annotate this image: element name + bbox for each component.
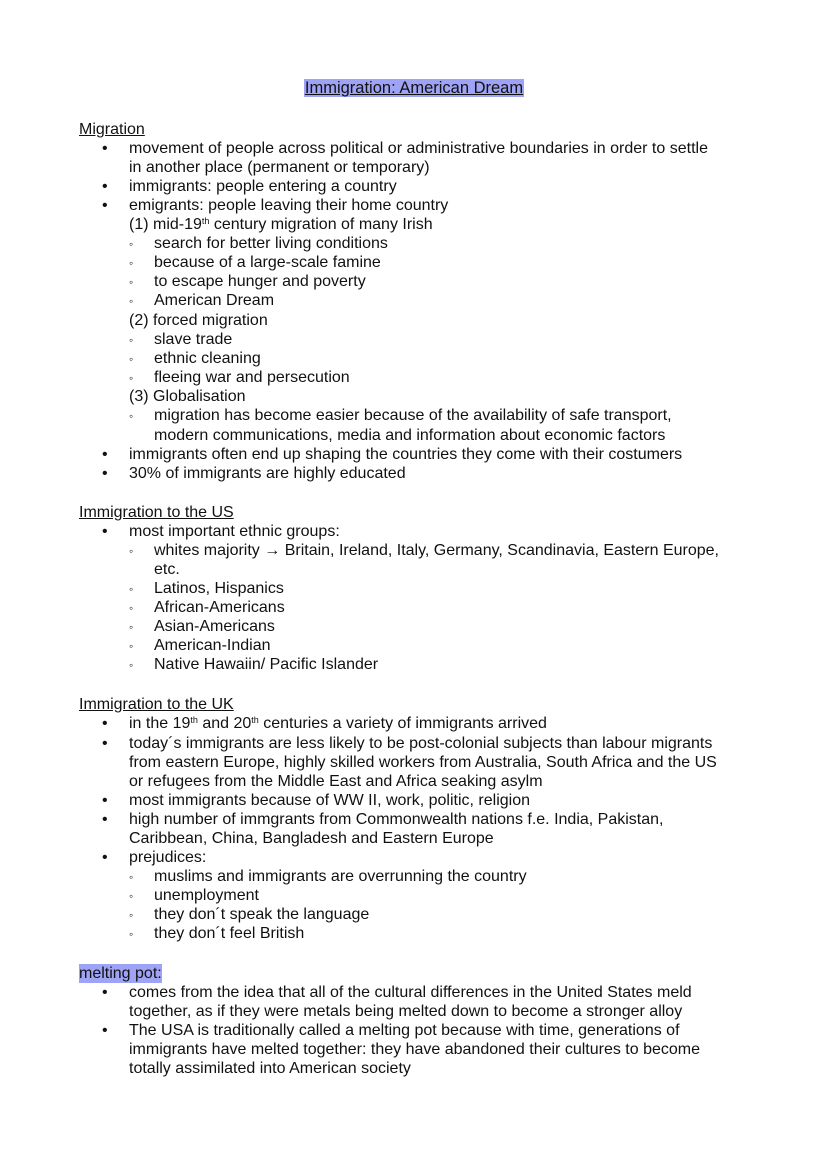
circle-bullet-icon: ◦ — [129, 620, 134, 634]
section-heading-migration: Migration — [79, 121, 145, 138]
sub-list-item-continuation: modern communications, media and information about economic factors — [154, 427, 666, 444]
sub-list-item: muslims and immigrants are overrunning the country — [154, 868, 527, 885]
sub-list-item: American Dream — [154, 292, 275, 309]
superscript: th — [190, 715, 198, 725]
sub-list-item: Latinos, Hispanics — [154, 580, 284, 597]
bullet-icon: • — [102, 849, 108, 866]
bullet-icon: • — [102, 735, 108, 752]
list-item: most immigrants because of WW II, work, politic, religion — [129, 792, 531, 809]
bullet-icon: • — [102, 984, 108, 1001]
list-item: prejudices: — [129, 849, 207, 866]
sub-list-item: ethnic cleaning — [154, 350, 261, 367]
circle-bullet-icon: ◦ — [129, 371, 134, 385]
circle-bullet-icon: ◦ — [129, 256, 134, 270]
sub-list-item: unemployment — [154, 887, 259, 904]
bullet-icon: • — [102, 811, 108, 828]
bullet-icon: • — [102, 1022, 108, 1039]
list-item: high number of immgrants from Commonwealth nations f.e. India, Pakistan, — [129, 811, 664, 828]
bullet-icon: • — [102, 140, 108, 157]
circle-bullet-icon: ◦ — [129, 658, 134, 672]
list-item: today´s immigrants are less likely to be post-colonial subjects than labour migrants — [129, 735, 713, 752]
circle-bullet-icon: ◦ — [129, 908, 134, 922]
sub-list-item: Native Hawaiin/ Pacific Islander — [154, 656, 379, 673]
superscript: th — [201, 216, 210, 226]
list-item-continuation: together, as if they were metals being melted down to become a stronger alloy — [129, 1003, 683, 1020]
numbered-item-text: (1) mid-19 — [129, 216, 202, 233]
sub-list-item: because of a large-scale famine — [154, 254, 381, 271]
list-item: emigrants: people leaving their home country — [129, 197, 449, 214]
sub-list-item: they don´t speak the language — [154, 906, 370, 923]
sub-list-item: slave trade — [154, 331, 233, 348]
list-item-continuation: or refugees from the Middle East and Africa seaking asylm — [129, 773, 543, 790]
numbered-item-text: century migration of many Irish — [209, 216, 433, 233]
circle-bullet-icon: ◦ — [129, 275, 134, 289]
numbered-item — [129, 215, 433, 234]
sub-list-item: fleeing war and persecution — [154, 369, 350, 386]
bullet-icon: • — [102, 523, 108, 540]
list-item — [129, 714, 547, 733]
sub-list-item: migration has become easier because of the availability of safe transport, — [154, 407, 672, 424]
circle-bullet-icon: ◦ — [129, 889, 134, 903]
circle-bullet-icon: ◦ — [129, 870, 134, 884]
list-item: immigrants often end up shaping the countries they come with their costumers — [129, 446, 683, 463]
superscript: th — [251, 715, 259, 725]
list-item: 30% of immigrants are highly educated — [129, 465, 406, 482]
circle-bullet-icon: ◦ — [129, 237, 134, 251]
sub-list-item: they don´t feel British — [154, 925, 305, 942]
sub-list-item: American-Indian — [154, 637, 271, 654]
circle-bullet-icon: ◦ — [129, 544, 134, 558]
section-heading-uk: Immigration to the UK — [79, 696, 234, 713]
sub-list-item-continuation: etc. — [154, 561, 180, 578]
section-heading-us: Immigration to the US — [79, 504, 234, 521]
list-item: comes from the idea that all of the cultural differences in the United States meld — [129, 984, 692, 1001]
sub-list-item: whites majority → Britain, Ireland, Italy, Germany, Scandinavia, Eastern Europe, — [154, 542, 719, 559]
circle-bullet-icon: ◦ — [129, 294, 134, 308]
title-text: Immigration: American Dream — [304, 79, 524, 97]
bullet-icon: • — [102, 715, 108, 732]
list-item: most important ethnic groups: — [129, 523, 340, 540]
sub-list-item: Asian-Americans — [154, 618, 275, 635]
sub-list-item: search for better living conditions — [154, 235, 388, 252]
list-item: movement of people across political or administrative boundaries in order to settle — [129, 140, 708, 157]
list-item-text: in the 19 — [129, 715, 191, 732]
bullet-icon: • — [102, 792, 108, 809]
circle-bullet-icon: ◦ — [129, 639, 134, 653]
list-item-continuation: in another place (permanent or temporary) — [129, 159, 430, 176]
bullet-icon: • — [102, 446, 108, 463]
sub-list-item: to escape hunger and poverty — [154, 273, 366, 290]
list-item-continuation: immigrants have melted together: they have abandoned their cultures to become — [129, 1041, 700, 1058]
list-item: immigrants: people entering a country — [129, 178, 397, 195]
bullet-icon: • — [102, 197, 108, 214]
list-item-text: and 20 — [197, 715, 252, 732]
numbered-item: (3) Globalisation — [129, 388, 246, 405]
section-heading-melting-pot: melting pot: — [79, 965, 162, 982]
document-title — [0, 77, 828, 99]
circle-bullet-icon: ◦ — [129, 333, 134, 347]
list-item-continuation: Caribbean, China, Bangladesh and Eastern Europe — [129, 830, 494, 847]
sub-list-item: African-Americans — [154, 599, 285, 616]
circle-bullet-icon: ◦ — [129, 352, 134, 366]
list-item-text: centuries a variety of immigrants arrived — [258, 715, 547, 732]
bullet-icon: • — [102, 465, 108, 482]
circle-bullet-icon: ◦ — [129, 582, 134, 596]
list-item: The USA is traditionally called a melting pot because with time, generations of — [129, 1022, 680, 1039]
circle-bullet-icon: ◦ — [129, 601, 134, 615]
circle-bullet-icon: ◦ — [129, 927, 134, 941]
list-item-continuation: from eastern Europe, highly skilled workers from Australia, South Africa and the US — [129, 754, 717, 771]
numbered-item: (2) forced migration — [129, 312, 268, 329]
circle-bullet-icon: ◦ — [129, 409, 134, 423]
bullet-icon: • — [102, 178, 108, 195]
list-item-continuation: totally assimilated into American society — [129, 1060, 411, 1077]
